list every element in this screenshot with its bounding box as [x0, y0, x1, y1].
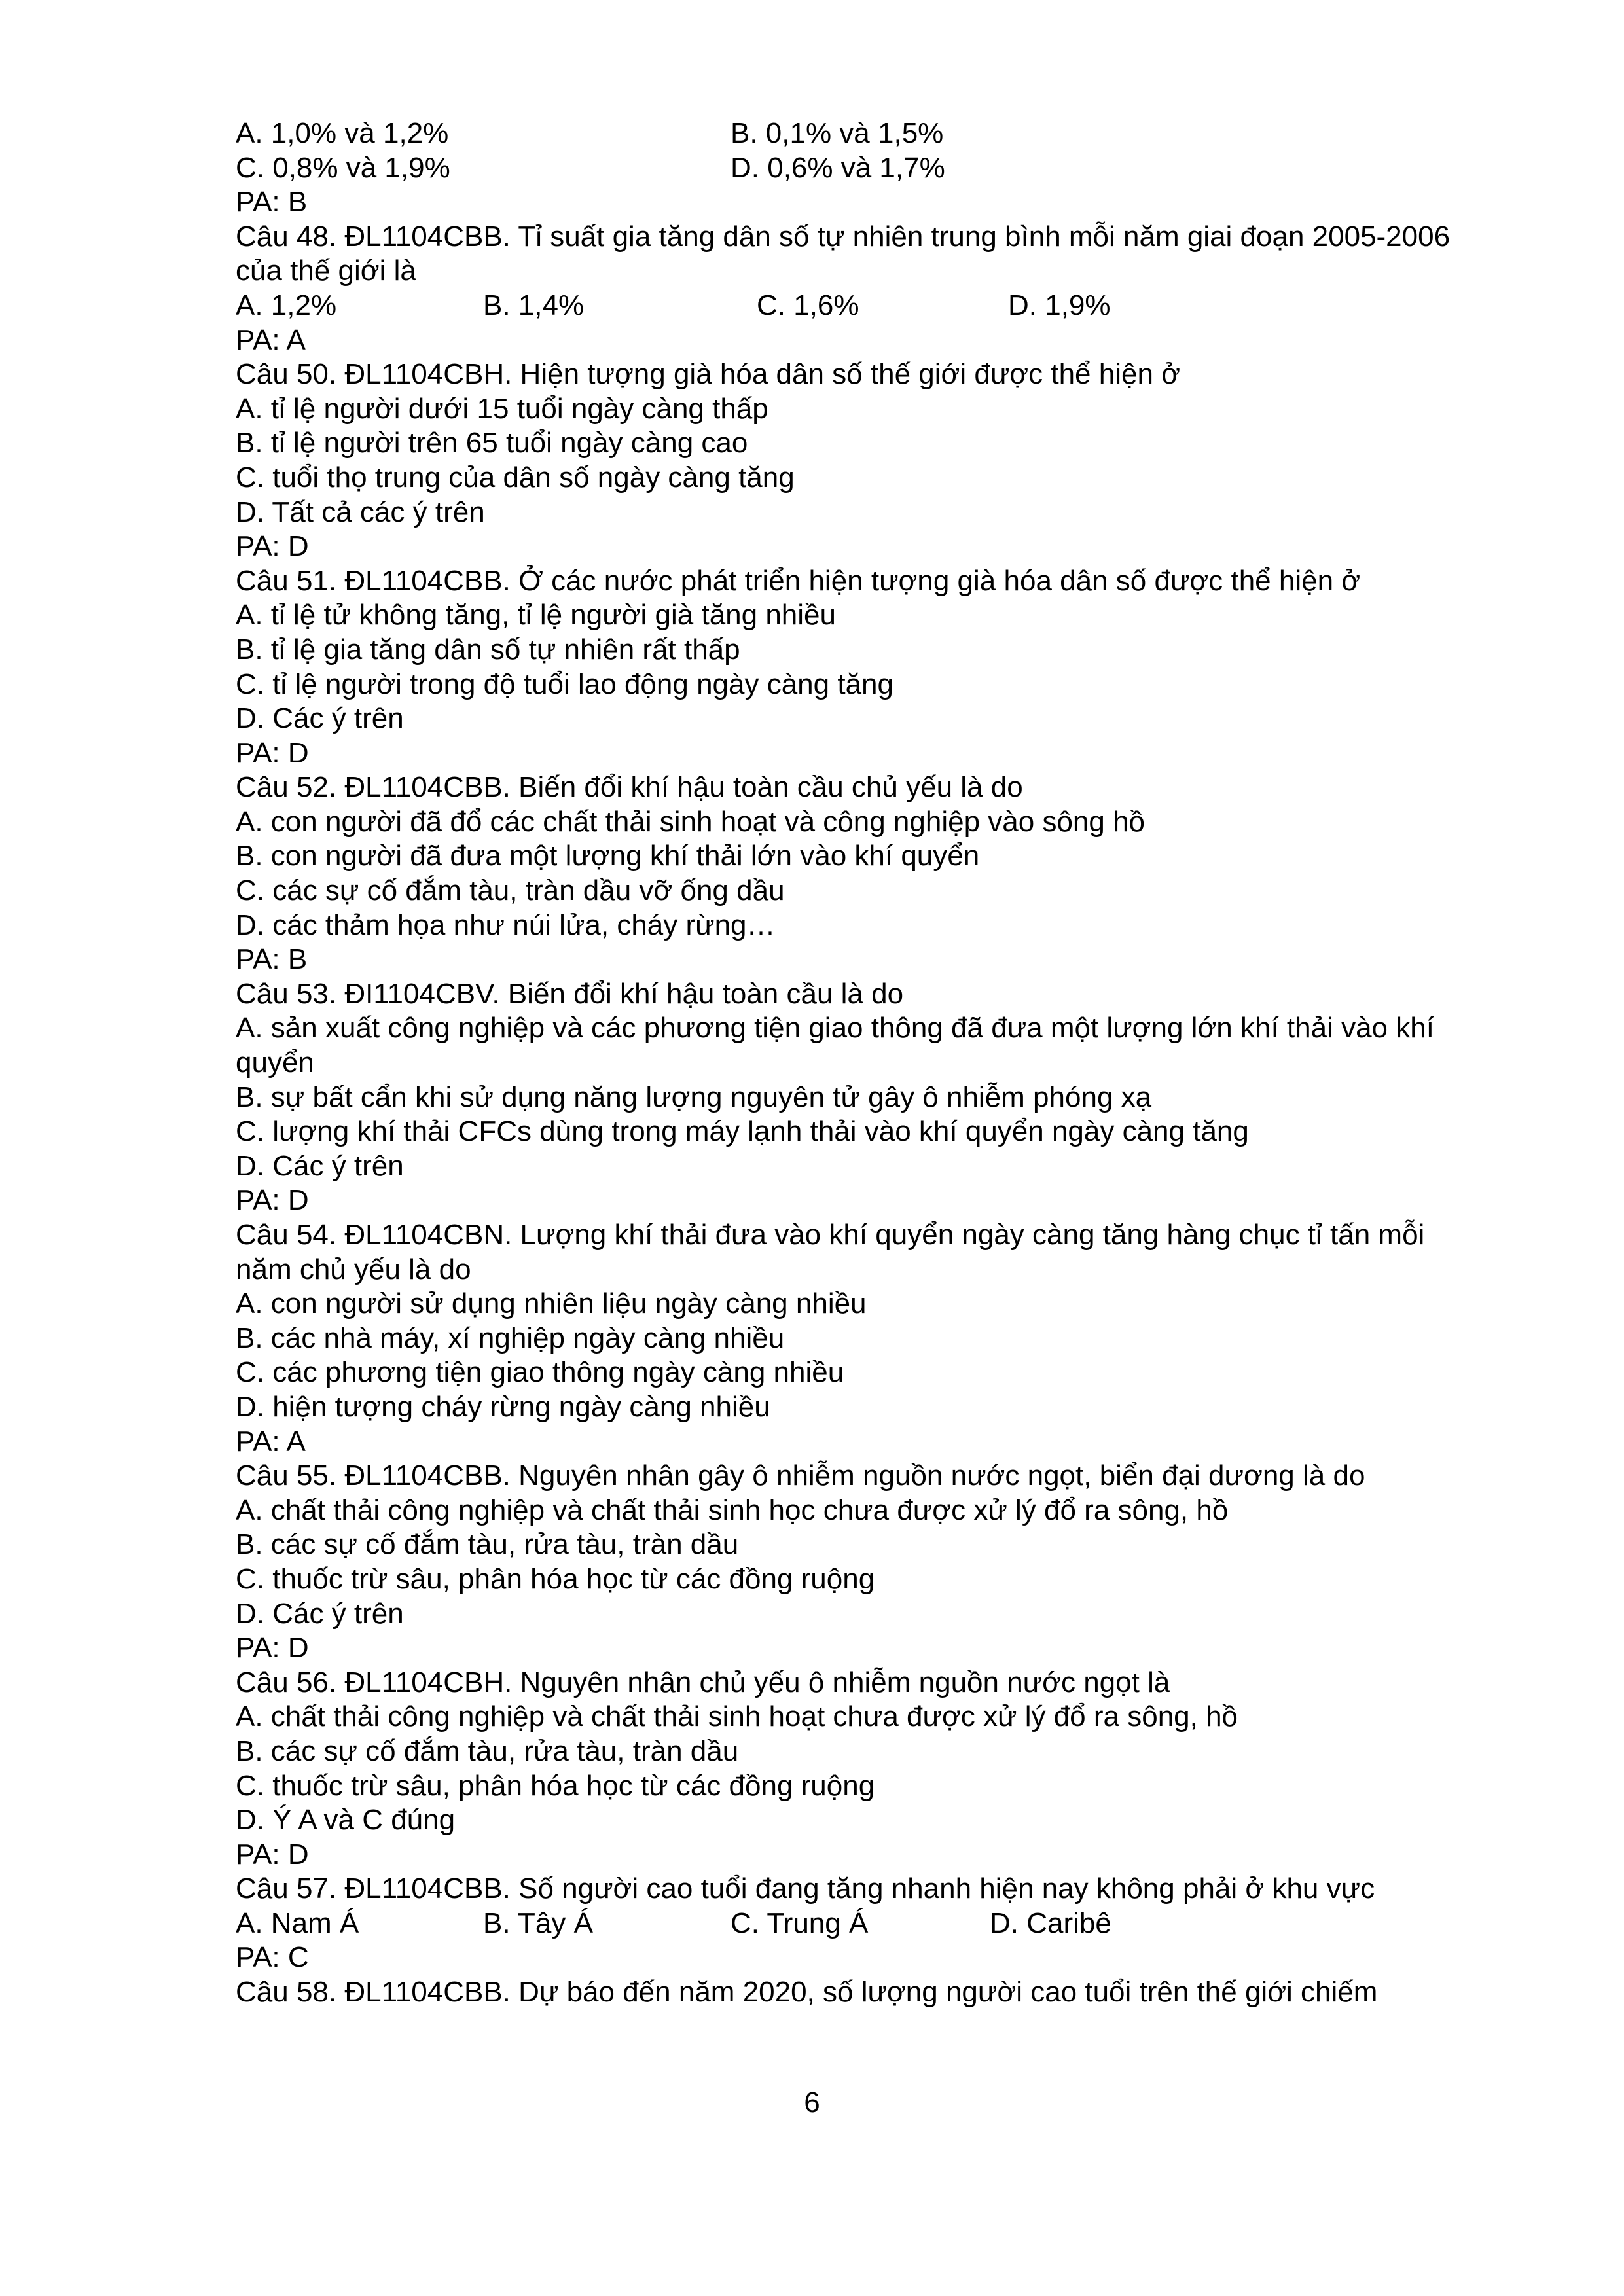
q52-option-d: D. các thảm họa như núi lửa, cháy rừng…	[236, 908, 776, 941]
q50-option-c: C. tuổi thọ trung của dân số ngày càng tăng	[236, 461, 795, 493]
q50-stem: Câu 50. ĐL1104CBH. Hiện tượng già hóa dân số thế giới được thể hiện ở	[236, 358, 1181, 391]
q51-option-d: D. Các ý trên	[236, 702, 404, 735]
q48-answer: PA: A	[236, 323, 306, 356]
q58-stem: Câu 58. ĐL1104CBB. Dự báo đến năm 2020, số lượng người cao tuổi trên thế giới chiếm	[236, 1976, 1378, 2009]
q55-option-b: B. các sự cố đắm tàu, rửa tàu, tràn dầu	[236, 1528, 739, 1561]
q54-option-c: C. các phương tiện giao thông ngày càng nhiều	[236, 1356, 844, 1389]
q53-option-c: C. lượng khí thải CFCs dùng trong máy lạnh thải vào khí quyển ngày càng tăng	[236, 1115, 1249, 1148]
q54-answer: PA: A	[236, 1425, 306, 1458]
q53-answer: PA: D	[236, 1184, 309, 1217]
q48-stem-line-2: của thế giới là	[236, 255, 416, 287]
q51-stem: Câu 51. ĐL1104CBB. Ở các nước phát triển hiện tượng già hóa dân số được thể hiện ở	[236, 564, 1361, 597]
q50-answer: PA: D	[236, 530, 309, 563]
q48-option-c: C. 1,6%	[757, 289, 859, 321]
q47-options-row-2	[236, 151, 1519, 186]
q53-stem: Câu 53. ĐI1104CBV. Biến đổi khí hậu toàn cầu là do	[236, 977, 904, 1010]
q53-option-a-line-1: A. sản xuất công nghiệp và các phương tiện giao thông đã đưa một lượng lớn khí thải vào khí	[236, 1012, 1434, 1045]
q52-option-a: A. con người đã đổ các chất thải sinh hoạt và công nghiệp vào sông hồ	[236, 805, 1146, 838]
q54-option-a: A. con người sử dụng nhiên liệu ngày càng nhiều	[236, 1287, 867, 1320]
q53-option-a-line-2: quyển	[236, 1047, 314, 1079]
q54-stem-line-2: năm chủ yếu là do	[236, 1253, 471, 1285]
q54-option-b: B. các nhà máy, xí nghiệp ngày càng nhiều	[236, 1321, 785, 1354]
q57-answer: PA: C	[236, 1941, 309, 1974]
q48-options-row	[236, 289, 1519, 323]
q47-option-a: A. 1,0% và 1,2%	[236, 117, 449, 149]
q55-option-a: A. chất thải công nghiệp và chất thải sinh học chưa được xử lý đổ ra sông, hồ	[236, 1494, 1229, 1526]
q56-option-a: A. chất thải công nghiệp và chất thải sinh hoạt chưa được xử lý đổ ra sông, hồ	[236, 1700, 1238, 1733]
q50-option-a: A. tỉ lệ người dưới 15 tuổi ngày càng thấp	[236, 392, 768, 425]
q53-option-b: B. sự bất cẩn khi sử dụng năng lượng nguyên tử gây ô nhiễm phóng xạ	[236, 1081, 1152, 1113]
q55-option-c: C. thuốc trừ sâu, phân hóa học từ các đồng ruộng	[236, 1562, 875, 1595]
q50-option-b: B. tỉ lệ người trên 65 tuổi ngày càng cao	[236, 427, 748, 459]
page-number: 6	[804, 2087, 820, 2119]
q56-option-c: C. thuốc trừ sâu, phân hóa học từ các đồng ruộng	[236, 1769, 875, 1802]
q47-answer: PA: B	[236, 186, 308, 219]
q56-option-d: D. Ý A và C đúng	[236, 1804, 456, 1837]
q57-option-d: D. Caribê	[990, 1907, 1111, 1939]
q57-option-a: A. Nam Á	[236, 1907, 359, 1939]
q51-option-c: C. tỉ lệ người trong độ tuổi lao động ngày càng tăng	[236, 668, 893, 700]
q56-option-b: B. các sự cố đắm tàu, rửa tàu, tràn dầu	[236, 1734, 739, 1767]
q47-option-d: D. 0,6% và 1,7%	[731, 151, 945, 184]
q47-options-row-1	[236, 117, 1519, 151]
q48-option-b: B. 1,4%	[483, 289, 585, 321]
q54-option-d: D. hiện tượng cháy rừng ngày càng nhiều	[236, 1390, 770, 1423]
q57-options-row	[236, 1907, 1519, 1941]
document-page	[236, 117, 1519, 2010]
q51-option-a: A. tỉ lệ tử không tăng, tỉ lệ người già tăng nhiều	[236, 599, 836, 632]
q56-stem: Câu 56. ĐL1104CBH. Nguyên nhân chủ yếu ô nhiễm nguồn nước ngọt là	[236, 1666, 1170, 1698]
q52-answer: PA: B	[236, 943, 308, 976]
q51-answer: PA: D	[236, 736, 309, 769]
q52-stem: Câu 52. ĐL1104CBB. Biến đổi khí hậu toàn cầu chủ yếu là do	[236, 771, 1023, 804]
q55-option-d: D. Các ý trên	[236, 1597, 404, 1630]
q52-option-b: B. con người đã đưa một lượng khí thải lớn vào khí quyển	[236, 840, 980, 872]
q47-option-b: B. 0,1% và 1,5%	[731, 117, 944, 149]
q55-answer: PA: D	[236, 1632, 309, 1664]
q50-option-d: D. Tất cả các ý trên	[236, 495, 485, 528]
q47-option-c: C. 0,8% và 1,9%	[236, 151, 450, 184]
q57-stem: Câu 57. ĐL1104CBB. Số người cao tuổi đang tăng nhanh hiện nay không phải ở khu vực	[236, 1873, 1375, 1905]
q57-option-b: B. Tây Á	[483, 1907, 593, 1939]
q48-option-d: D. 1,9%	[1008, 289, 1111, 321]
q48-stem-line-1: Câu 48. ĐL1104CBB. Tỉ suất gia tăng dân số tự nhiên trung bình mỗi năm giai đoạn 2005-2006	[236, 220, 1451, 253]
q57-option-c: C. Trung Á	[731, 1907, 869, 1939]
q56-answer: PA: D	[236, 1838, 309, 1871]
q52-option-c: C. các sự cố đắm tàu, tràn dầu vỡ ống dầu	[236, 874, 785, 907]
q48-option-a: A. 1,2%	[236, 289, 337, 321]
q53-option-d: D. Các ý trên	[236, 1149, 404, 1182]
q54-stem-line-1: Câu 54. ĐL1104CBN. Lượng khí thải đưa vào khí quyển ngày càng tăng hàng chục tỉ tấn mỗi	[236, 1219, 1425, 1251]
q55-stem: Câu 55. ĐL1104CBB. Nguyên nhân gây ô nhiễm nguồn nước ngọt, biển đại dương là do	[236, 1460, 1365, 1492]
q51-option-b: B. tỉ lệ gia tăng dân số tự nhiên rất thấp	[236, 633, 740, 666]
